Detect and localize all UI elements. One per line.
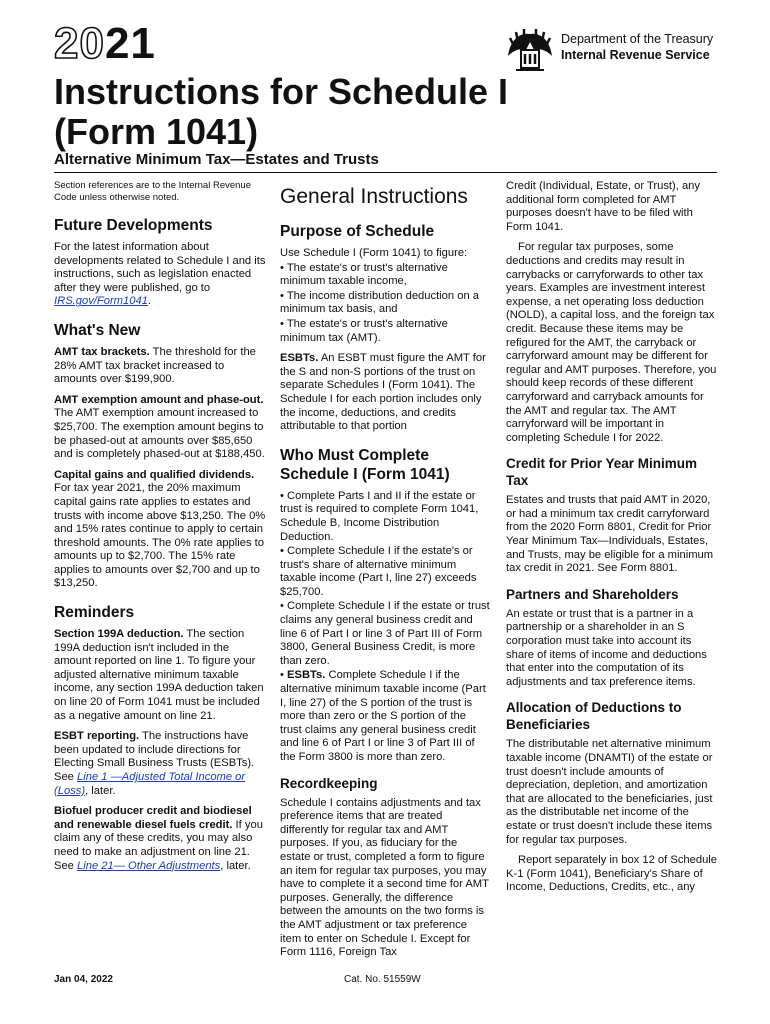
continued-text: Credit (Individual, Estate, or Trust), any additional form completed for AMT purposes doesn't have to be filed with Form 1041. [506, 180, 700, 233]
footer-catalog-number: Cat. No. 51559W [344, 974, 421, 985]
section-199a-lead: Section 199A deduction. [54, 628, 184, 641]
biofuel-text-2: , later. [220, 859, 251, 872]
purpose-bullet: • The income distribution deduction on a minimum tax basis, and [280, 289, 479, 316]
amt-brackets-text: The threshold for the 28% AMT tax bracket increased to amounts over $199,900. [54, 345, 256, 386]
future-text: For the latest information about developments related to Schedule I and its instructions, such as legislation enacted after they were published, go to [54, 241, 266, 294]
capital-gains-lead: Capital gains and qualified dividends. [54, 468, 255, 481]
who-esbt-text: Complete Schedule I if the alternative minimum taxable income (Part I, line 27) of the S portion of the trust is more than zero or the S portion of the trust claims any general business credit and line 6 of Part I or line 3 of Part III of the Form 3800 is more than zero. [280, 669, 486, 763]
regular-tax-paragraph: For regular tax purposes, some deductions and credits may result in carrybacks or carryforwards to other tax years. Examples are investment interest expense, a net operating loss deduction (NOLD), a capital loss, and the foreign tax credit. Because these items may be refigured for the AMT, the carryback or carryforward amount may be different for regular and AMT purposes. Therefore, you should keep records of these different carryforward and carryback amounts for the AMT and regular tax. The AMT carryforward will be important in completing Schedule I for 2022. [506, 241, 717, 444]
year-prefix: 20 [54, 19, 105, 68]
reminders-heading: Reminders [54, 604, 135, 622]
purpose-bullet: • The estate's or trust's alternative minimum tax (AMT). [280, 317, 448, 344]
recordkeeping-heading: Recordkeeping [280, 775, 378, 791]
purpose-heading: Purpose of Schedule [280, 223, 435, 240]
biofuel-text-1: If you claim any of these credits, you may also need to make an adjustment on line 21. See [54, 818, 263, 872]
future-developments-text: For the latest information about developments related to Schedule I and its instructions, such as legislation enacted after they were published, go to IRS.gov/Form1041. [54, 241, 266, 308]
who-must-complete-heading: Who Must Complete Schedule I (Form 1041) [280, 446, 450, 483]
page-subtitle: Alternative Minimum Tax—Estates and Trusts [54, 151, 379, 168]
recordkeeping-text: Schedule I contains adjustments and tax preference items that are treated differently for regular tax and AMT purposes. If you, as fiduciary for the estate or trust, completed a form to figure an item for regular tax purposes, you may have to complete it a second time for AMT purposes. Generally, the difference between the amounts on the two forms is the AMT adjustment or tax preference item to enter on Schedule I. Except for Form 1116, Foreign Tax [280, 796, 489, 959]
who-esbt-lead: ESBTs. [287, 669, 326, 682]
general-instructions-heading: General Instructions [280, 185, 468, 208]
credit-prior-year-text: Estates and trusts that paid AMT in 2020, or had a minimum tax credit carryforward from the 2020 Form 8801, Credit for Prior Year Minimum Tax—Individuals, Estates, and Trusts, may be eligible for a minimum tax credit in 2021. See Form 8801. [506, 494, 714, 575]
column-2 [280, 180, 490, 967]
column-1 [54, 180, 266, 880]
amt-brackets-lead: AMT tax brackets. [54, 345, 150, 358]
title-line-1: Instructions for Schedule I [54, 71, 509, 112]
amt-exemption-paragraph [54, 394, 266, 462]
allocation-heading: Allocation of Deductions to Beneficiaries [506, 700, 682, 733]
esbts-paragraph [280, 352, 490, 434]
partners-heading: Partners and Shareholders [506, 586, 679, 602]
line1-adjusted-income-link[interactable]: Line 1 —Adjusted Total Income or (Loss) [54, 771, 246, 797]
amt-brackets-paragraph [54, 346, 266, 387]
purpose-bullet: • The estate's or trust's alternative minimum taxable income, [280, 261, 448, 288]
biofuel-paragraph [54, 805, 266, 873]
esbts-text: An ESBT must figure the AMT for the S and non-S portions of the trust on separate Schedules I (Form 1041). The Schedule I for each portion includes only the income, deductions, and credits attributable to that portion [280, 352, 486, 433]
capital-gains-text: For tax year 2021, the 20% maximum capital gains rate applies to estates and trusts with income above $13,250. The 0% and 15% rates continue to apply to certain threshold amounts. The 0% rate applies to amounts up to $2,700. The 15% rate applies to amounts over $2,700 and up to $13,250. [54, 482, 266, 590]
capital-gains-paragraph [54, 469, 266, 591]
who-bullet: • Complete Parts I and II if the estate or trust is required to complete Form 1041, Schedule B, Income Distribution Deduction. [280, 489, 479, 543]
whats-new-heading: What's New [54, 321, 141, 339]
title-divider [54, 172, 717, 173]
esbt-reporting-text-1: The instructions have been updated to include directions for Electing Small Business Trusts (ESBTs). See [54, 730, 255, 783]
title-line-2: (Form 1041) [54, 111, 259, 152]
agency-line-2: Internal Revenue Service [561, 48, 710, 62]
esbt-reporting-text-2: , later. [85, 784, 116, 797]
irs-form1041-link[interactable]: IRS.gov/Form1041 [54, 295, 148, 308]
line21-other-adjustments-link[interactable]: Line 21— Other Adjustments [77, 859, 221, 872]
amt-exemption-lead: AMT exemption amount and phase-out. [54, 393, 264, 406]
form-year [54, 19, 156, 68]
partners-text: An estate or trust that is a partner in a partnership or a shareholder in an S corporation must take into account its share of items of income and deductions that enter into the computation of its adjustments and tax preference items. [506, 607, 707, 688]
amt-exemption-text: The AMT exemption amount increased to $25,700. The exemption amount begins to be phased-out at amounts over $85,650 and is completely phased-out at $188,450. [54, 407, 265, 461]
year-suffix: 21 [104, 19, 156, 68]
section-note: Section references are to the Internal Revenue Code unless otherwise noted. [54, 180, 251, 203]
footer-date: Jan 04, 2022 [54, 974, 113, 985]
esbt-reporting-lead: ESBT reporting. [54, 730, 140, 743]
who-bullet: • Complete Schedule I if the estate or trust claims any general business credit and line 6 of Part I or line 3 of Part III of Form 3800, General Business Credit, is more than zero. [280, 600, 490, 667]
biofuel-lead: Biofuel producer credit and biodiesel and renewable diesel fuels credit. [54, 805, 252, 831]
esbts-lead: ESBTs. [280, 352, 319, 365]
purpose-intro: Use Schedule I (Form 1041) to figure: [280, 247, 468, 259]
who-bullet: • Complete Schedule I if the estate's or trust's share of alternative minimum taxable income (Part I, line 27) exceeds $25,700. [280, 545, 477, 598]
column-3 [506, 180, 718, 902]
allocation-text: The distributable net alternative minimum taxable income (DNAMTI) of the estate or trust doesn't include amounts of depreciation, depletion, and amortization that are allocated to the beneficiaries, just as the distributable net income of the estate or trust doesn't include these items for regular tax purposes. [506, 738, 713, 846]
section-199a-paragraph [54, 628, 266, 723]
future-developments-heading: Future Developments [54, 217, 213, 234]
section-199a-text: The section 199A deduction isn't included in the amount reported on line 1. To figure your adjusted alternative minimum taxable income, any section 199A deduction taken on line 20 of Form 1041 must be included as a negative amount on line 21. [54, 628, 264, 722]
who-bullet-esbt [280, 669, 490, 764]
irs-eagle-logo-icon [504, 26, 556, 74]
agency-line-1: Department of the Treasury [561, 32, 714, 46]
who-esbt-bullet: • [280, 669, 288, 682]
page-title [54, 72, 508, 152]
agency-name [561, 31, 713, 63]
report-separately-text: Report separately in box 12 of Schedule K-1 (Form 1041), Beneficiary's Share of Income, Deductions, Credits, etc., any [506, 854, 718, 894]
credit-prior-year-heading: Credit for Prior Year Minimum Tax [506, 456, 698, 489]
esbt-reporting-paragraph [54, 730, 266, 798]
